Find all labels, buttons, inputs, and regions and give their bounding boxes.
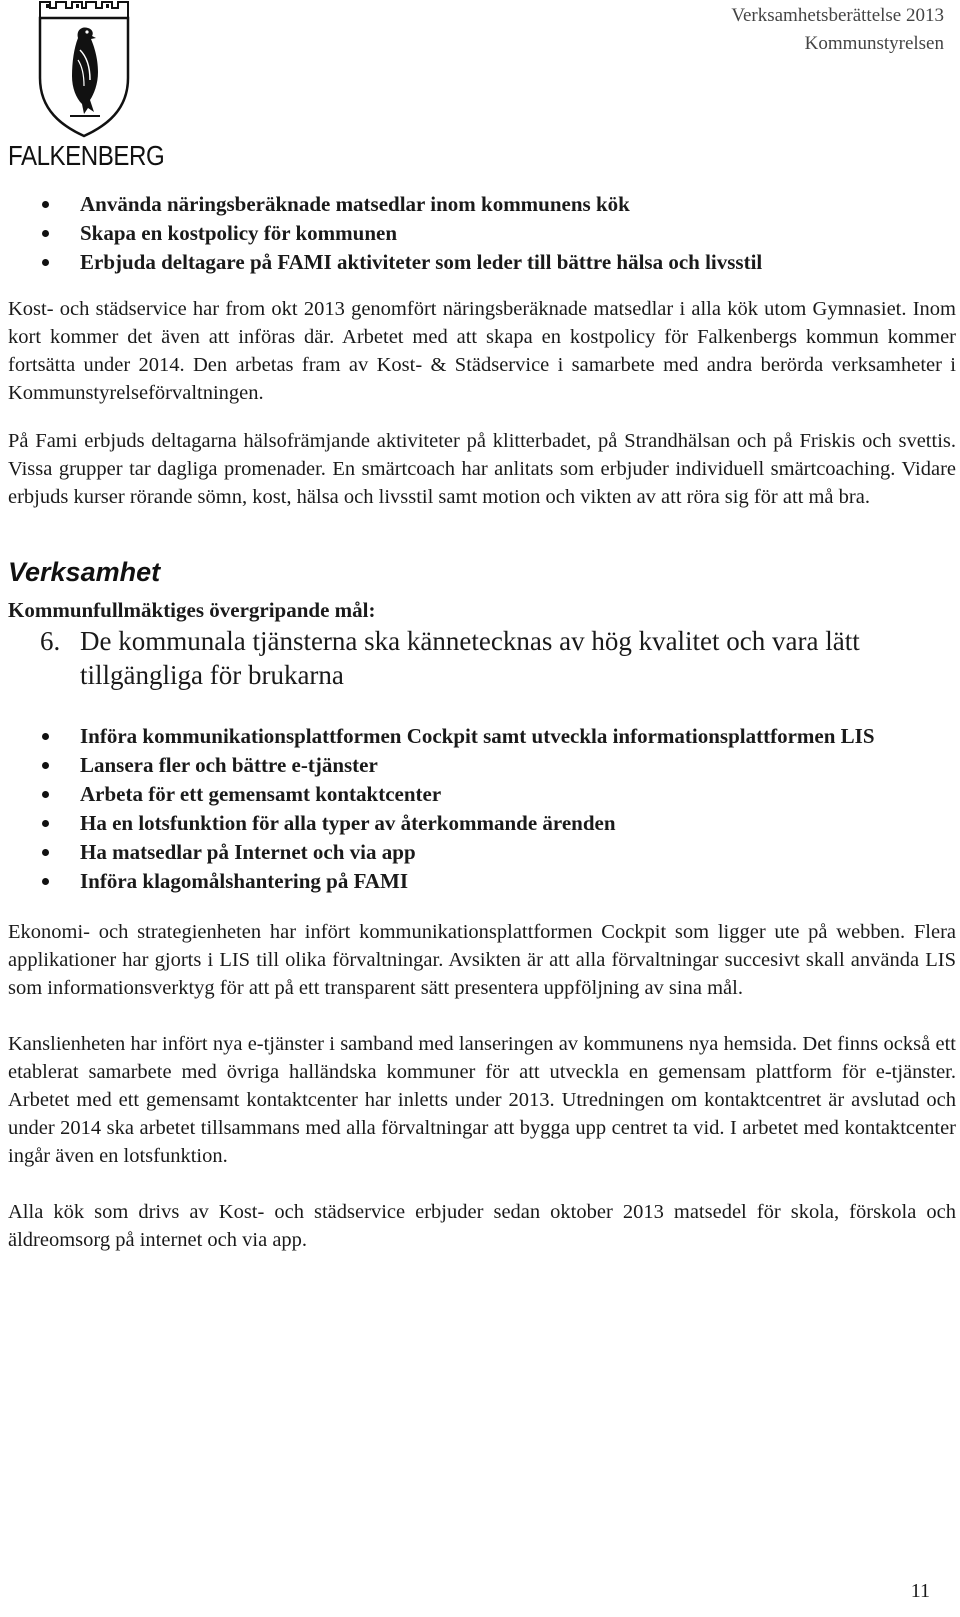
department-name: Kommunstyrelsen bbox=[804, 33, 944, 54]
document-body bbox=[8, 190, 956, 1254]
list-item: Skapa en kostpolicy för kommunen bbox=[8, 219, 956, 248]
bullet-list-goal bbox=[8, 722, 956, 896]
list-item: Lansera fler och bättre e-tjänster bbox=[8, 751, 956, 780]
list-item: Ha en lotsfunktion för alla typer av återkommande ärenden bbox=[8, 809, 956, 838]
falkenberg-logo bbox=[8, 0, 165, 175]
list-item: Införa kommunikationsplattformen Cockpit samt utveckla informationsplattformen LIS bbox=[8, 722, 956, 751]
goal-text: De kommunala tjänsterna ska kännetecknas av hög kvalitet och vara lätt tillgängliga för brukarna bbox=[80, 626, 860, 690]
paragraph: Kost- och städservice har from okt 2013 genomfört näringsberäknade matsedlar i alla kök utom Gymnasiet. Inom kort kommer det även att införas där. Arbetet med att skapa en kostpolicy för Falkenbergs kommun kommer fortsätta under 2014. Den arbetas fram av Kost- & Städservice i samarbete med andra berörda verksamheter i Kommunstyrelseförvaltningen. bbox=[8, 298, 956, 404]
goal-heading: Kommunfullmäktiges övergripande mål: bbox=[8, 598, 376, 622]
logo-wordmark: FALKENBERG bbox=[8, 140, 165, 171]
report-title: Verksamhetsberättelse 2013 bbox=[731, 5, 944, 26]
list-item: Ha matsedlar på Internet och via app bbox=[8, 838, 956, 867]
page-number: 11 bbox=[910, 1580, 930, 1602]
paragraph: Ekonomi- och strategienheten har infört kommunikationsplattformen Cockpit som ligger ute på webben. Flera applikationer har gjorts i LIS till olika förvaltningar. Avsikten är att alla förvaltningar succesivt skall använda LIS som informationsverktyg för att på ett transparent sätt presentera uppföljning av sina mål. bbox=[8, 921, 956, 999]
section-title: Verksamhet bbox=[8, 557, 161, 587]
list-item: Erbjuda deltagare på FAMI aktiviteter som leder till bättre hälsa och livsstil bbox=[8, 248, 956, 277]
list-item: Arbeta för ett gemensamt kontaktcenter bbox=[8, 780, 956, 809]
goal-number: 6. bbox=[40, 626, 61, 656]
paragraph: Kanslienheten har infört nya e-tjänster i samband med lanseringen av kommunens nya hemsida. Det finns också ett etablerat samarbete med övriga halländska kommuner för att utveckla en gemensam plattform för e-tjänster. Arbetet med ett gemensamt kontaktcenter har inletts under 2013. Utredningen om kontaktcentret är avslutad och under 2014 ska arbetet tillsammans med alla förvaltningar att bygga upp centret ta vid. I arbetet med kontaktcenter ingår även en lotsfunktion. bbox=[8, 1033, 956, 1167]
falcon-crest-icon bbox=[36, 0, 132, 138]
goal-statement bbox=[8, 624, 956, 692]
bullet-list-top bbox=[8, 190, 956, 277]
paragraph: Alla kök som drivs av Kost- och städservice erbjuder sedan oktober 2013 matsedel för skola, förskola och äldreomsorg på internet och via app. bbox=[8, 1201, 956, 1251]
list-item: Införa klagomålshantering på FAMI bbox=[8, 867, 956, 896]
paragraph: På Fami erbjuds deltagarna hälsofrämjande aktiviteter på klitterbadet, på Strandhälsan och på Friskis och svettis. Vissa grupper tar dagliga promenader. En smärtcoach har anlitats som erbjuder individuell smärtcoaching. Vidare erbjuds kurser rörande sömn, kost, hälsa och livsstil samt motion och vikten av att röra sig för att må bra. bbox=[8, 430, 956, 508]
page-header bbox=[731, 2, 944, 58]
list-item: Använda näringsberäknade matsedlar inom kommunens kök bbox=[8, 190, 956, 219]
